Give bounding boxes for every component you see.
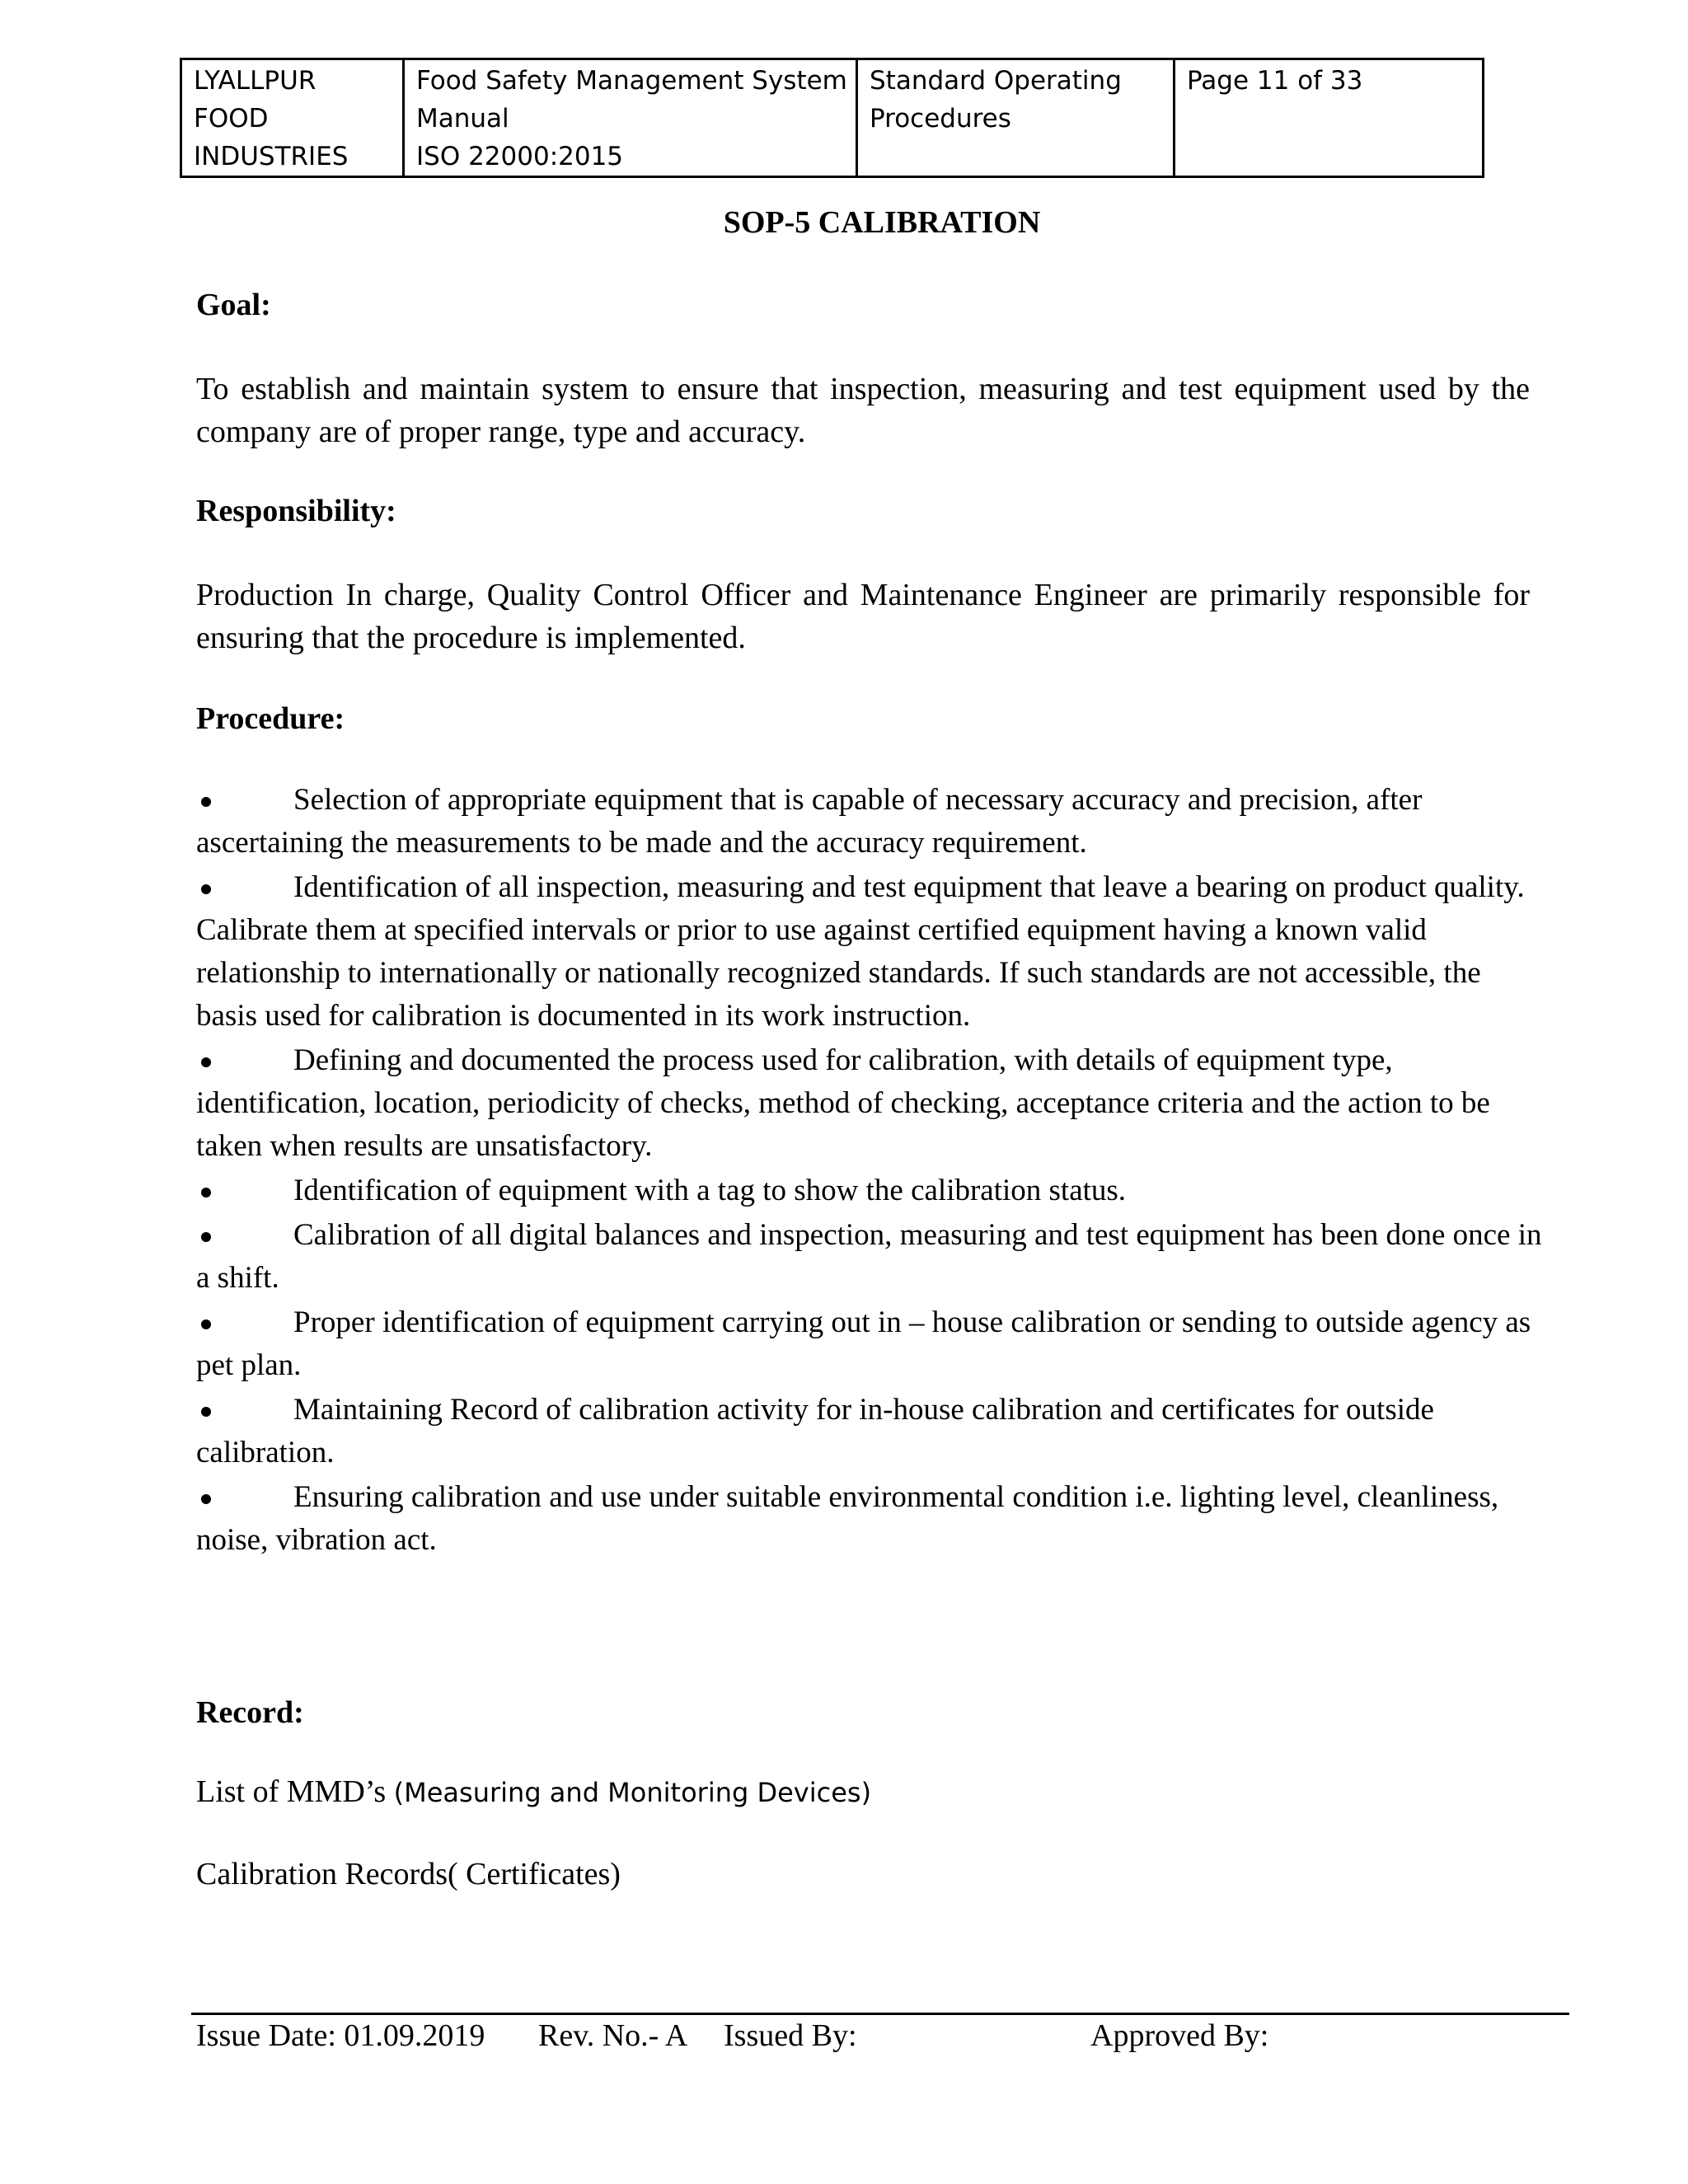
revision-number: Rev. No.- A: [538, 2018, 688, 2053]
header-company-line: INDUSTRIES: [194, 142, 349, 171]
procedure-heading: Procedure:: [196, 701, 345, 736]
procedure-item-text: Proper identification of equipment carrying out in – house calibration or sending to outside agency as pet plan.: [196, 1305, 1531, 1382]
procedure-item-text: Identification of all inspection, measuring and test equipment that leave a bearing on product quality. Calibrate them at specified intervals or prior to use against certified equipment having a known valid relationship to internationally or nationally recognized standards. If such standards are not accessible, the basis used for calibration is documented in its work instruction.: [196, 870, 1525, 1033]
bullet-icon: [201, 1494, 211, 1504]
procedure-item: [196, 1301, 1548, 1387]
record-line-mmd: [196, 1774, 871, 1810]
bullet-icon: [201, 797, 211, 807]
header-manual-cell: [404, 59, 857, 177]
header-section-line: Standard Operating: [870, 66, 1122, 96]
procedure-item-text: Calibration of all digital balances and inspection, measuring and test equipment has been done once in a shift.: [196, 1218, 1542, 1295]
header-company-line: FOOD: [194, 104, 269, 134]
goal-heading: Goal:: [196, 288, 271, 322]
record-mmd-expansion: (Measuring and Monitoring Devices): [393, 1777, 872, 1808]
procedure-list: [196, 779, 1548, 1563]
footer-divider: [191, 2013, 1569, 2015]
header-section-cell: [857, 59, 1175, 177]
bullet-icon: [201, 1319, 211, 1329]
goal-text: To establish and maintain system to ensure that inspection, measuring and test equipment used by the company are of proper range, type and accuracy.: [196, 372, 1530, 449]
procedure-item: [196, 779, 1548, 865]
document-title: SOP-5 CALIBRATION: [723, 205, 1041, 240]
responsibility-heading: Responsibility:: [196, 494, 396, 528]
procedure-item-text: Defining and documented the process used for calibration, with details of equipment type, identification, location, periodicity of checks, method of checking, acceptance criteria and the action to be taken when results are unsatisfactory.: [196, 1043, 1490, 1163]
bullet-icon: [201, 1232, 211, 1242]
bullet-icon: [201, 884, 211, 894]
issued-by: Issued By:: [724, 2018, 857, 2053]
procedure-item: [196, 1476, 1548, 1562]
procedure-item-text: Selection of appropriate equipment that is capable of necessary accuracy and precision, after ascertaining the measurements to be made and the accuracy requirement.: [196, 783, 1423, 860]
procedure-item: [196, 1039, 1548, 1168]
header-company-line: LYALLPUR: [194, 66, 316, 96]
procedure-item: [196, 1214, 1548, 1300]
bullet-icon: [201, 1188, 211, 1197]
header-manual-line: ISO 22000:2015: [416, 142, 624, 171]
header-company-cell: [181, 59, 404, 177]
header-manual-line: Manual: [416, 104, 509, 134]
procedure-item: [196, 1169, 1548, 1212]
procedure-item-text: Ensuring calibration and use under suitable environmental condition i.e. lighting level, cleanliness, noise, vibration act.: [196, 1480, 1499, 1557]
bullet-icon: [201, 1057, 211, 1067]
responsibility-text: Production In charge, Quality Control Officer and Maintenance Engineer are primarily responsible for ensuring that the procedure is implemented.: [196, 578, 1530, 655]
procedure-item: [196, 1389, 1548, 1474]
issue-date: Issue Date: 01.09.2019: [196, 2018, 485, 2053]
bullet-icon: [201, 1407, 211, 1417]
procedure-item-text: Maintaining Record of calibration activity for in-house calibration and certificates for outside calibration.: [196, 1393, 1434, 1469]
record-heading: Record:: [196, 1695, 304, 1730]
header-section-line: Procedures: [870, 104, 1011, 134]
record-line-certificates: Calibration Records( Certificates): [196, 1857, 621, 1891]
approved-by: Approved By:: [1090, 2018, 1269, 2053]
header-page-cell: [1175, 59, 1484, 177]
procedure-item-text: Identification of equipment with a tag to show the calibration status.: [293, 1174, 1127, 1207]
page-number: Page 11 of 33: [1187, 66, 1363, 96]
procedure-item: [196, 866, 1548, 1038]
document-header-table: [180, 58, 1484, 178]
header-manual-line: Food Safety Management System: [416, 66, 847, 96]
record-mmd-text: List of MMD’s: [196, 1774, 387, 1809]
